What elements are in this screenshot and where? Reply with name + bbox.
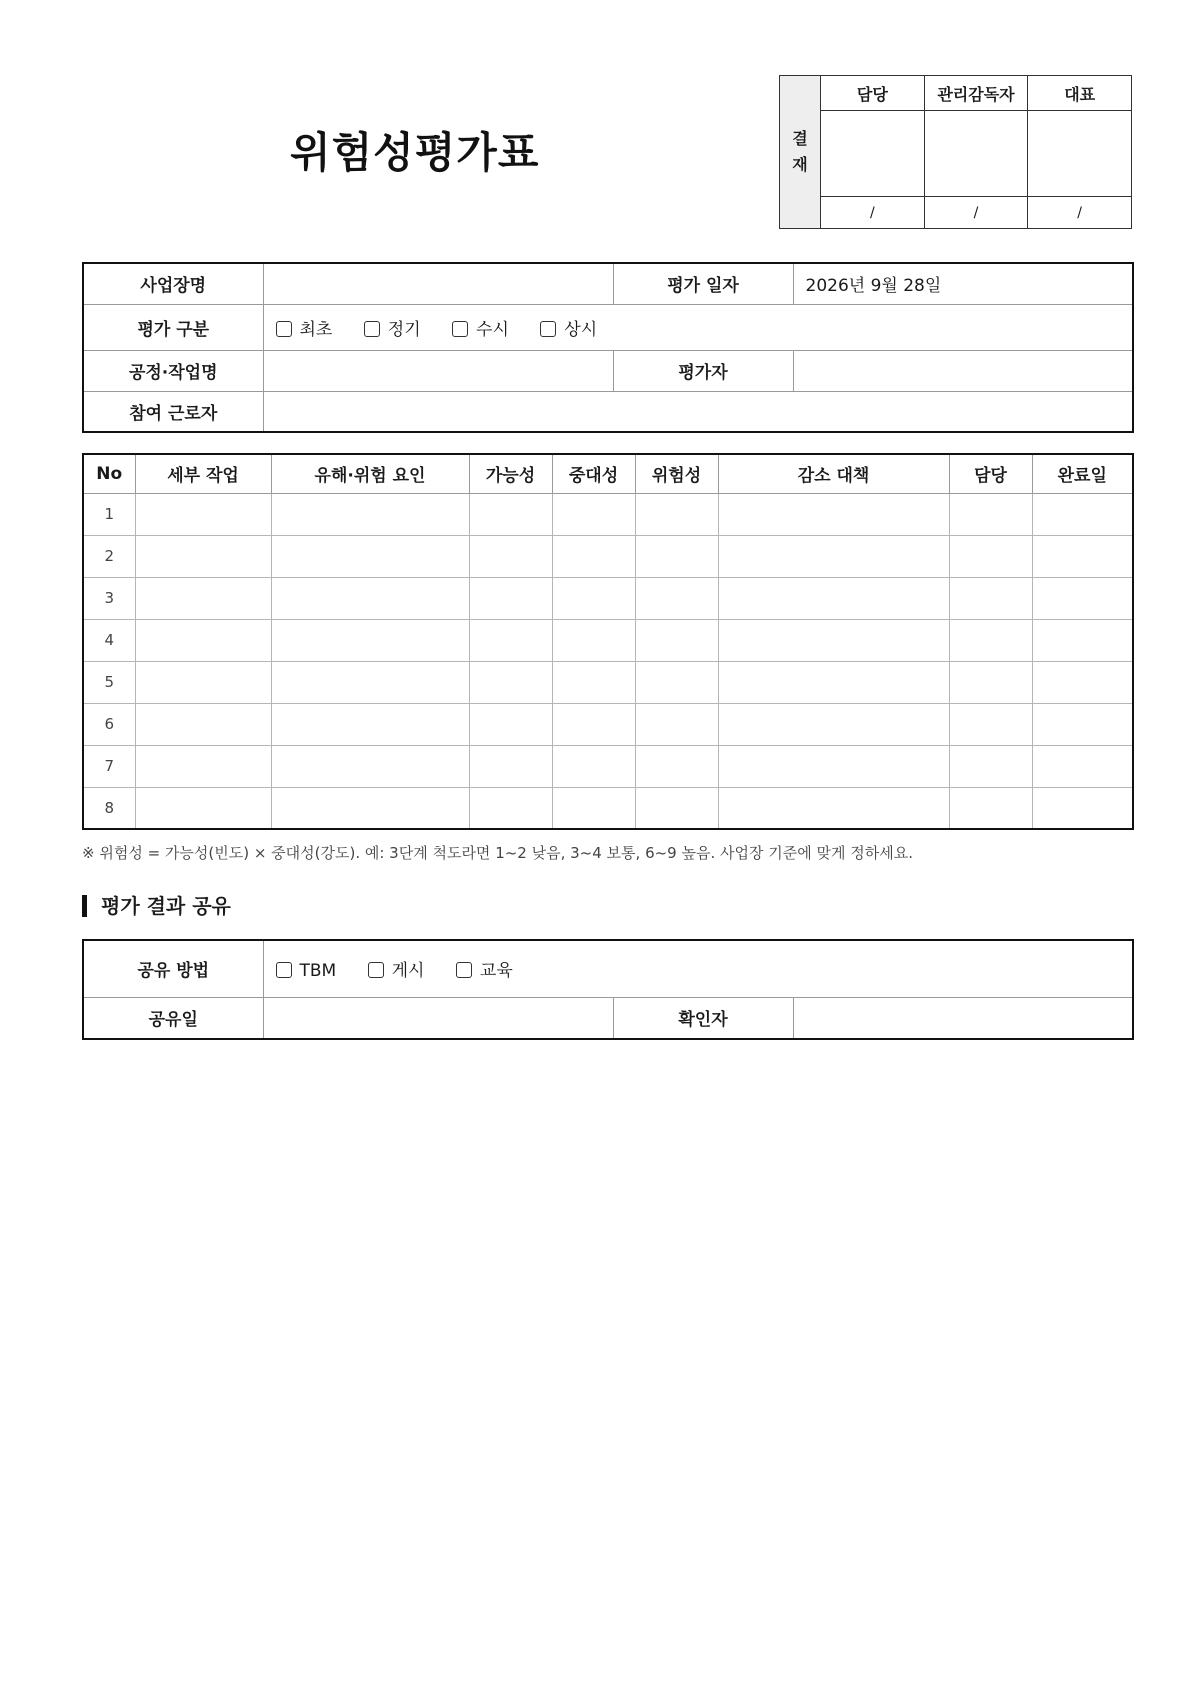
share-method-option-tbm[interactable]: [276, 961, 337, 981]
checkbox-icon[interactable]: [456, 962, 472, 978]
approval-side-label: [780, 76, 821, 229]
share-method-options: [263, 940, 1133, 997]
hazard-factor-cell[interactable]: [271, 577, 469, 619]
participants-label: 참여 근로자: [83, 391, 263, 432]
completion-date-cell[interactable]: [1032, 619, 1133, 661]
checkbox-icon[interactable]: [452, 321, 468, 337]
risk-col-header: 담당: [949, 454, 1032, 493]
countermeasure-cell[interactable]: [718, 535, 949, 577]
process-field[interactable]: [263, 350, 613, 391]
risk-col-header: 완료일: [1032, 454, 1133, 493]
table-row: [83, 577, 1133, 619]
eval-type-options: [263, 304, 1133, 350]
completion-date-cell[interactable]: [1032, 577, 1133, 619]
evaluator-label: 평가자: [613, 350, 793, 391]
option-label: 상시: [564, 319, 598, 340]
risk-level-cell[interactable]: [635, 745, 718, 787]
risk-table-header-row: [83, 454, 1133, 493]
table-row: [83, 535, 1133, 577]
assignee-cell[interactable]: [949, 619, 1032, 661]
eval-type-option-initial[interactable]: [276, 315, 333, 340]
likelihood-cell[interactable]: [469, 703, 552, 745]
risk-col-header: 세부 작업: [135, 454, 271, 493]
likelihood-cell[interactable]: [469, 535, 552, 577]
risk-level-cell[interactable]: [635, 703, 718, 745]
checkbox-icon[interactable]: [276, 962, 292, 978]
severity-cell[interactable]: [552, 661, 635, 703]
eval-date-field[interactable]: 2026년 9월 28일: [793, 263, 1133, 304]
detail-task-cell[interactable]: [135, 577, 271, 619]
confirmer-label: 확인자: [613, 997, 793, 1039]
workplace-label: 사업장명: [83, 263, 263, 304]
hazard-factor-cell[interactable]: [271, 535, 469, 577]
countermeasure-cell[interactable]: [718, 577, 949, 619]
detail-task-cell[interactable]: [135, 535, 271, 577]
completion-date-cell[interactable]: [1032, 703, 1133, 745]
approval-side-label-top: 결: [792, 129, 808, 148]
share-method-option-posting[interactable]: [368, 956, 425, 981]
option-label: 게시: [391, 961, 425, 982]
table-row: [83, 745, 1133, 787]
countermeasure-cell[interactable]: [718, 703, 949, 745]
option-label: 수시: [476, 319, 509, 340]
countermeasure-cell[interactable]: [718, 661, 949, 703]
table-row: [83, 493, 1133, 535]
severity-cell[interactable]: [552, 535, 635, 577]
document-title: 위험성평가표: [290, 128, 540, 177]
detail-task-cell[interactable]: [135, 661, 271, 703]
risk-formula-note: ※ 위험성 = 가능성(빈도) × 중대성(강도). 예: 3단계 척도라면 1~2 낮음, 3~4 보통, 6~9 높음. 사업장 기준에 맞게 정하세요.: [82, 844, 913, 862]
detail-task-cell[interactable]: [135, 787, 271, 829]
row-number: 5: [83, 661, 135, 703]
approval-date-staff[interactable]: /: [821, 197, 925, 229]
hazard-factor-cell[interactable]: [271, 661, 469, 703]
hazard-factor-cell[interactable]: [271, 703, 469, 745]
eval-type-option-regular[interactable]: [364, 315, 421, 340]
checkbox-icon[interactable]: [276, 321, 292, 337]
hazard-factor-cell[interactable]: [271, 493, 469, 535]
approval-date-ceo[interactable]: /: [1028, 197, 1132, 229]
likelihood-cell[interactable]: [469, 787, 552, 829]
hazard-factor-cell[interactable]: [271, 619, 469, 661]
confirmer-field[interactable]: [793, 997, 1133, 1039]
share-table: [82, 939, 1134, 1040]
row-number: 7: [83, 745, 135, 787]
eval-type-label: 평가 구분: [83, 304, 263, 350]
row-number: 4: [83, 619, 135, 661]
completion-date-cell[interactable]: [1032, 535, 1133, 577]
assignee-cell[interactable]: [949, 787, 1032, 829]
checkbox-icon[interactable]: [368, 962, 384, 978]
detail-task-cell[interactable]: [135, 619, 271, 661]
checkbox-icon[interactable]: [540, 321, 556, 337]
risk-level-cell[interactable]: [635, 661, 718, 703]
table-row: [83, 703, 1133, 745]
countermeasure-cell[interactable]: [718, 493, 949, 535]
option-label: 최초: [299, 319, 333, 340]
approval-role-ceo: 대표: [1028, 76, 1132, 111]
evaluator-field[interactable]: [793, 350, 1133, 391]
eval-date-label: 평가 일자: [613, 263, 793, 304]
risk-assessment-table: [82, 453, 1134, 830]
assignee-cell[interactable]: [949, 703, 1032, 745]
completion-date-cell[interactable]: [1032, 787, 1133, 829]
risk-table-body: [83, 493, 1133, 829]
row-number: 1: [83, 493, 135, 535]
risk-level-cell[interactable]: [635, 535, 718, 577]
risk-col-header: 유해·위험 요인: [271, 454, 469, 493]
row-number: 6: [83, 703, 135, 745]
hazard-factor-cell[interactable]: [271, 787, 469, 829]
risk-col-header: 중대성: [552, 454, 635, 493]
row-number: 8: [83, 787, 135, 829]
assignee-cell[interactable]: [949, 535, 1032, 577]
approval-sign-ceo[interactable]: [1028, 111, 1132, 197]
row-number: 2: [83, 535, 135, 577]
info-table: [82, 262, 1134, 433]
share-method-label: 공유 방법: [83, 940, 263, 997]
completion-date-cell[interactable]: [1032, 745, 1133, 787]
eval-type-option-occasional[interactable]: [452, 315, 509, 340]
option-label: 정기: [387, 319, 421, 340]
approval-role-supervisor: 관리감독자: [924, 76, 1028, 111]
severity-cell[interactable]: [552, 493, 635, 535]
likelihood-cell[interactable]: [469, 661, 552, 703]
likelihood-cell[interactable]: [469, 493, 552, 535]
assignee-cell[interactable]: [949, 661, 1032, 703]
severity-cell[interactable]: [552, 577, 635, 619]
workplace-field[interactable]: [263, 263, 613, 304]
approval-side-label-bottom: 재: [792, 155, 808, 174]
countermeasure-cell[interactable]: [718, 787, 949, 829]
severity-cell[interactable]: [552, 703, 635, 745]
checkbox-icon[interactable]: [364, 321, 380, 337]
share-method-option-education[interactable]: [456, 956, 513, 981]
detail-task-cell[interactable]: [135, 703, 271, 745]
table-row: [83, 661, 1133, 703]
approval-table: [779, 75, 1132, 229]
share-date-label: 공유일: [83, 997, 263, 1039]
countermeasure-cell[interactable]: [718, 745, 949, 787]
detail-task-cell[interactable]: [135, 493, 271, 535]
row-number: 3: [83, 577, 135, 619]
assignee-cell[interactable]: [949, 745, 1032, 787]
countermeasure-cell[interactable]: [718, 619, 949, 661]
approval-sign-supervisor[interactable]: [924, 111, 1028, 197]
risk-level-cell[interactable]: [635, 619, 718, 661]
risk-col-header: 감소 대책: [718, 454, 949, 493]
approval-date-supervisor[interactable]: /: [924, 197, 1028, 229]
option-label: 교육: [479, 961, 513, 982]
likelihood-cell[interactable]: [469, 577, 552, 619]
detail-task-cell[interactable]: [135, 745, 271, 787]
assignee-cell[interactable]: [949, 577, 1032, 619]
risk-col-header: No: [83, 454, 135, 493]
assignee-cell[interactable]: [949, 493, 1032, 535]
share-section-title: 평가 결과 공유: [82, 895, 231, 917]
risk-col-header: 위험성: [635, 454, 718, 493]
risk-level-cell[interactable]: [635, 787, 718, 829]
severity-cell[interactable]: [552, 745, 635, 787]
process-label: 공정·작업명: [83, 350, 263, 391]
risk-level-cell[interactable]: [635, 577, 718, 619]
table-row: [83, 619, 1133, 661]
table-row: [83, 787, 1133, 829]
option-label: TBM: [299, 961, 337, 982]
risk-level-cell[interactable]: [635, 493, 718, 535]
eval-type-option-continuous[interactable]: [540, 315, 597, 340]
completion-date-cell[interactable]: [1032, 661, 1133, 703]
severity-cell[interactable]: [552, 787, 635, 829]
likelihood-cell[interactable]: [469, 619, 552, 661]
approval-sign-staff[interactable]: [821, 111, 925, 197]
approval-role-staff: 담당: [821, 76, 925, 111]
severity-cell[interactable]: [552, 619, 635, 661]
risk-col-header: 가능성: [469, 454, 552, 493]
participants-field[interactable]: [263, 391, 1133, 432]
share-date-field[interactable]: [263, 997, 613, 1039]
completion-date-cell[interactable]: [1032, 493, 1133, 535]
hazard-factor-cell[interactable]: [271, 745, 469, 787]
likelihood-cell[interactable]: [469, 745, 552, 787]
